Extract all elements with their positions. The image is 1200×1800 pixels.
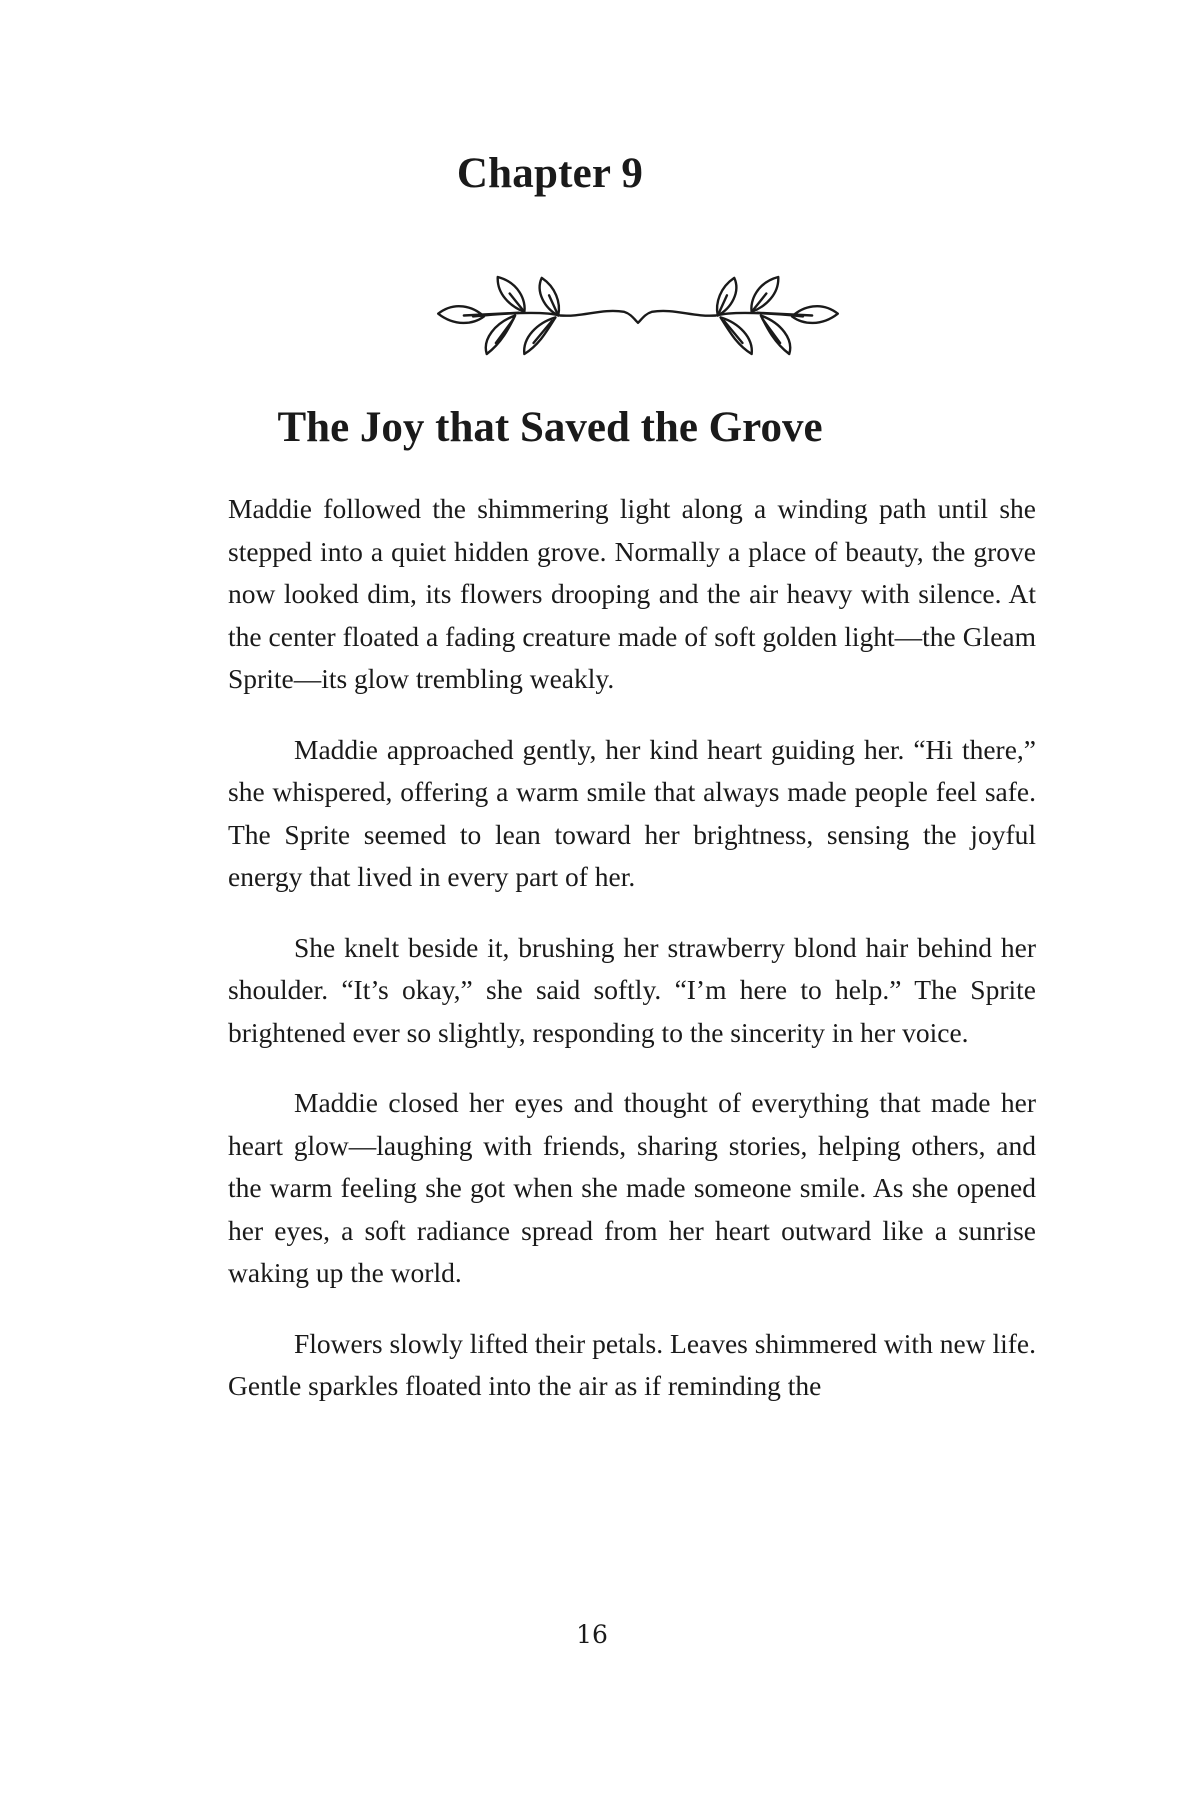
leafy-vine-divider-icon [418,255,858,365]
paragraph: Maddie followed the shimmering light along a winding path until she stepped into a quiet hidden grove. Normally a place of beauty, the grove now looked dim, its flowers drooping and the air heavy with silence. At the center floated a fading creature made of soft golden light—the Gleam Sprite—its glow trembling weakly. [228,493,1036,694]
paragraph-continued: Flowers slowly lifted their petals. Leaves shimmered with new life. Gentle sparkles floated into the air as if reminding the [228,1327,1036,1401]
paragraph: She knelt beside it, brushing her strawberry blond hair behind her shoulder. “It’s okay,” she said softly. “I’m here to help.” The Sprite brightened ever so slightly, responding to the sincerity in her voice. [228,931,1036,1048]
chapter-label: Chapter 9 [456,150,644,197]
page-number: 16 [576,1620,608,1649]
paragraph: Maddie approached gently, her kind heart guiding her. “Hi there,” she whispered, offering a warm smile that always made people feel safe. The Sprite seemed to lean toward her brightness, sensing the joyful energy that lived in every part of her. [228,733,1036,892]
chapter-title: The Joy that Saved the Grove [277,404,823,451]
paragraph: Maddie closed her eyes and thought of everything that made her heart glow—laughing with friends, sharing stories, helping others, and the warm feeling she got when she made someone smile. As she opened her eyes, a soft radiance spread from her heart outward like a sunrise waking up the world. [228,1087,1036,1288]
chapter-body [228,488,1036,1408]
